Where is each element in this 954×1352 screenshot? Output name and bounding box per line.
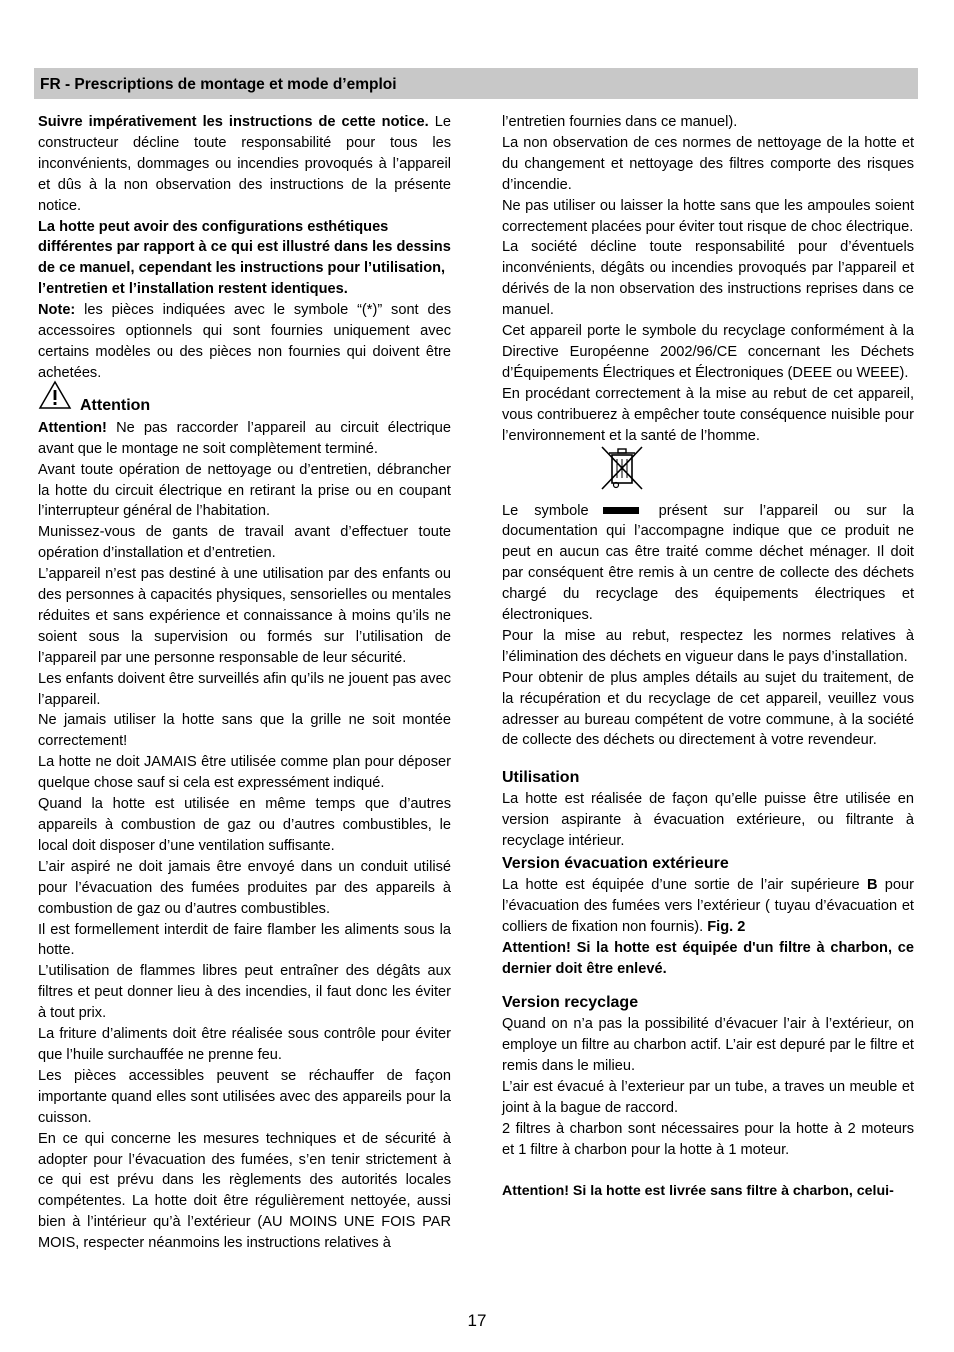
safety-paragraph: Les enfants doivent être surveillés afin qu’ils ne jouent pas avec l’appareil. <box>38 670 451 708</box>
outlet-label: B <box>866 876 878 893</box>
recycling-paragraph: Cet appareil porte le symbole du recyclage conformément à la Directive Européenne 2002/96/CE concernant les Déchets d’Équipements Électriques et Électroniques (DEEE ou WEEE). <box>502 323 914 381</box>
final-warning: Attention! Si la hotte est livrée sans filtre à charbon, celui- <box>502 1182 894 1199</box>
safety-paragraph: L’appareil n’est pas destiné à une utilisation par des enfants ou des personnes à capacités physiques, sensorielles ou mentales réduites et sans expérience et connaissance à moins qu’ils ne soient sous la supervision ou formés sur l’utilisation de l’appareil par une personne responsable de leur sécurité. <box>38 566 451 666</box>
safety-paragraph: Les pièces accessibles peuvent se réchauffer de façon importante quand elles sont utilisées avec des appareils pour la cuisson. <box>38 1067 451 1126</box>
intro-paragraph <box>38 112 451 217</box>
page-title: FR - Prescriptions de montage et mode d’emploi <box>40 76 397 93</box>
safety-paragraph: En ce qui concerne les mesures techniques et de sécurité à adopter pour l’évacuation des fumées, s’en tenir strictement à ce qui est prévu dans les règlements des autorités locales compétentes. La hotte doit être régulièrement nettoyée, aussi bien à l’intérieur qu’à l’extérieur (AU MOINS UNE FOIS PAR MOIS, respecter néanmoins les instructions relatives à <box>38 1130 451 1252</box>
version-recyclage-text: 2 filtres à charbon sont nécessaires pour la hotte à 2 moteurs et 1 filtre à charbon pour la hotte à 1 moteur. <box>502 1120 914 1158</box>
attention-paragraph <box>38 418 451 460</box>
recycling-paragraph: En procédant correctement à la mise au rebut de cet appareil, vous contribuerez à empêcher toute conséquence nuisible pour l’environnement et la santé de l’homme. <box>502 385 914 444</box>
version-exterieure-text-part: La hotte est équipée d’une sortie de l’air supérieure <box>502 876 867 893</box>
page-number: 17 <box>467 1311 487 1330</box>
maintenance-paragraph: La société décline toute responsabilité pour d’éventuels inconvénients, dégâts ou incendies provoqués par l’appareil et dérivés de la non observation des instructions reprises dans ce manuel. <box>502 239 914 319</box>
left-column <box>38 112 451 1254</box>
right-column <box>502 112 914 1202</box>
weee-bar-icon <box>603 507 639 514</box>
attention-text: Ne pas raccorder l’appareil au circuit électrique avant que le montage ne soit complètement terminé. <box>38 419 451 457</box>
version-recyclage-text: L’air est évacué à l’exterieur par un tube, a traves un meuble et joint à la bague de raccord. <box>502 1079 914 1116</box>
note-label: Note: <box>38 302 76 319</box>
safety-paragraph: L’utilisation de flammes libres peut entraîner des dégâts aux filtres et peut donner lieu à des incendies, il faut donc les éviter à tout prix. <box>38 963 451 1022</box>
safety-paragraph: Quand la hotte est utilisée en même temps que d’autres appareils à combustion de gaz ou d’autres combustibles, le local doit disposer d’une ventilation suffisante. <box>38 796 451 854</box>
safety-paragraph: Ne jamais utiliser la hotte sans que la grille ne soit montée correctement! <box>38 712 451 750</box>
utilisation-heading: Utilisation <box>502 769 580 787</box>
symbol-text-after: présent sur l’appareil ou sur la documentation qui l’accompagne indique que ce produit ne peut en aucun cas être traité comme déchet ménager. Il doit par conséquent être remis à un centre de collecte des déchets chargé du recyclage des équipements électriques et électroniques. <box>502 502 914 624</box>
safety-paragraph: La hotte ne doit JAMAIS être utilisée comme plan pour déposer quelque chose sauf si cela est expressément indiqué. <box>38 754 451 792</box>
version-exterieure-heading: Version évacuation extérieure <box>502 855 729 872</box>
attention-heading-row <box>38 394 451 418</box>
symbol-text-before: Le symbole <box>502 502 589 519</box>
intro-bold: Suivre impérativement les instructions de cette notice. <box>38 114 429 130</box>
safety-paragraph: Il est formellement interdit de faire flamber les aliments sous la hotte. <box>38 921 451 959</box>
note-text: les pièces indiquées avec le symbole “(*)” sont des accessoires optionnels qui sont fournies uniquement avec certains modèles ou des pièces non fournies qui doivent être achetées. <box>38 302 451 381</box>
intro-text: Le constructeur décline toute responsabilité pour tous les inconvénients, dommages ou incendies provoqués à l’appareil et dûs à la non observation des instructions de la présente notice. <box>38 114 451 214</box>
safety-paragraph: Munissez-vous de gants de travail avant d’effectuer toute opération d’installation et d’entretien. <box>38 524 451 562</box>
attention-bold: Attention! <box>38 419 107 436</box>
safety-paragraph: Avant toute opération de nettoyage ou d’entretien, débrancher la hotte du circuit électrique en retirant la prise ou en coupant l’interrupteur général de l’habitation. <box>38 461 451 520</box>
figure-reference: Fig. 2 <box>707 918 746 935</box>
charcoal-filter-warning: Attention! Si la hotte est équipée d'un filtre à charbon, ce dernier doit être enlevé. <box>502 939 914 977</box>
maintenance-paragraph: l’entretien fournies dans ce manuel). <box>502 114 738 130</box>
configuration-notice: La hotte peut avoir des configurations esthétiques différentes par rapport à ce qui est illustré dans les dessins de ce manuel, cependant les instructions pour l’utilisation, l’entretien et l’installation restent identiques. <box>38 218 451 298</box>
version-recyclage-text: Quand on n’a pas la possibilité d’évacuer l’air à l’extérieur, on employe un filtre au charbon actif. L’air est depuré par le filtre et remis dans le milieu. <box>502 1016 914 1075</box>
safety-paragraph: La friture d’aliments doit être réalisée sous contrôle pour éviter que l’huile surchauffée ne prenne feu. <box>38 1026 451 1063</box>
version-recyclage-heading: Version recyclage <box>502 994 639 1012</box>
disposal-paragraph: Pour la mise au rebut, respectez les normes relatives à l’élimination des déchets en vigueur dans le pays d’installation. <box>502 627 914 665</box>
safety-paragraph: L’air aspiré ne doit jamais être envoyé dans un conduit utilisé pour l’évacuation des fumées produites par des appareils à combustion de gaz ou d’autres combustibles. <box>38 858 451 917</box>
attention-heading: Attention <box>80 396 151 414</box>
disposal-paragraph: Pour obtenir de plus amples détails au sujet du traitement, de la récupération et du recyclage de cet appareil, veuillez vous adresser au bureau compétent de votre commune, à la société de collecte des déchets ou directement à votre revendeur. <box>502 669 914 749</box>
version-exterieure-text <box>502 875 914 938</box>
section-header-bar <box>34 68 918 99</box>
warning-triangle-icon <box>38 380 72 410</box>
version-exterieure-text-part: pour l’évacuation des fumées vers l’extérieur ( tuyau d’évacuation et colliers de fixation non fournis). <box>502 876 914 935</box>
maintenance-paragraph: Ne pas utiliser ou laisser la hotte sans que les ampoules soient correctement placées pour éviter tout risque de choc électrique. <box>502 197 914 235</box>
crossed-bin-icon <box>600 445 644 491</box>
note-paragraph <box>38 300 451 384</box>
weee-symbol-paragraph <box>502 501 914 626</box>
maintenance-paragraph: La non observation de ces normes de nettoyage de la hotte et du changement et nettoyage des filtres comporte des risques d’incendie. <box>502 134 914 193</box>
utilisation-text: La hotte est réalisée de façon qu’elle puisse être utilisée en version aspirante à évacuation extérieure, ou filtrante à recyclage intérieur. <box>502 791 914 850</box>
